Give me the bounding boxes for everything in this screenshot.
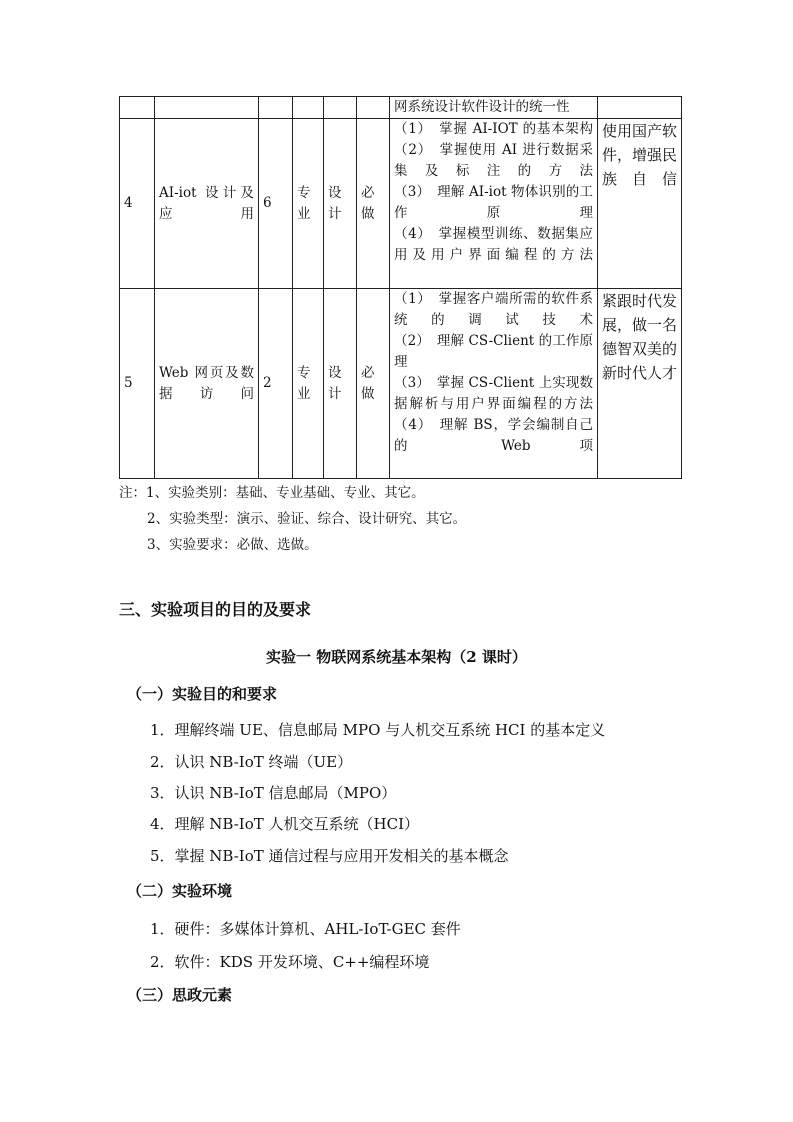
cell-requirement: 必做 (357, 119, 390, 289)
table-row (120, 289, 682, 479)
cell-hours: 2 (259, 289, 293, 479)
cell-empty (598, 97, 682, 119)
table-row (120, 97, 682, 119)
cell-empty (357, 97, 390, 119)
subsection-title: （一）实验目的和要求 (127, 685, 278, 703)
cell-empty (155, 97, 259, 119)
list-item: 1．理解终端 UE、信息邮局 MPO 与人机交互系统 HCI 的基本定义 (150, 721, 606, 739)
table-row (120, 119, 682, 289)
objective-line: （3） 理解 AI-iot 物体识别的工作原理 (394, 184, 593, 221)
objective-line: （1） 掌握客户端所需的软件系统的调试技术 (394, 291, 593, 328)
cell-category: 专业 (293, 289, 324, 479)
cell-empty (324, 97, 357, 119)
section-title: 三、实验项目的目的及要求 (119, 600, 312, 619)
experiment-table (119, 96, 682, 479)
table-note: 注：1、实验类别：基础、专业基础、专业、其它。 (119, 485, 425, 501)
table-note: 2、实验类型：演示、验证、综合、设计研究、其它。 (147, 511, 467, 527)
list-item: 3．认识 NB-IoT 信息邮局（MPO） (150, 784, 397, 802)
list-item: 1．硬件：多媒体计算机、AHL-IoT-GEC 套件 (150, 920, 461, 938)
cell-objectives (390, 289, 598, 479)
cell-empty (120, 97, 155, 119)
cell-empty (293, 97, 324, 119)
objective-line: （2） 理解 CS-Client 的工作原理 (394, 333, 593, 370)
objective-line: （1） 掌握 AI-IOT 的基本架构 (394, 121, 593, 137)
subsection-title: （三）思政元素 (127, 986, 233, 1004)
objective-line: （4） 理解 BS，学会编制自己的 Web 项 (394, 417, 593, 454)
objective-line: （3） 掌握 CS-Client 上实现数据解析与用户界面编程的方法 (394, 375, 593, 412)
cell-no: 4 (120, 119, 155, 289)
list-item: 4．理解 NB-IoT 人机交互系统（HCI） (150, 815, 420, 833)
objective-line: （4） 掌握模型训练、数据集应用及用户界面编程的方法 (394, 226, 593, 263)
cell-requirement: 必做 (357, 289, 390, 479)
cell-objectives (390, 119, 598, 289)
list-item: 2．软件：KDS 开发环境、C++编程环境 (150, 953, 430, 971)
cell-hours: 6 (259, 119, 293, 289)
cell-empty (259, 97, 293, 119)
cell-category: 专业 (293, 119, 324, 289)
subsection-title: （二）实验环境 (127, 882, 233, 900)
cell-name: Web 网页及数据访问 (155, 289, 259, 479)
objective-line: （2） 掌握使用 AI 进行数据采集及标注的方法 (394, 142, 593, 179)
list-item: 2．认识 NB-IoT 终端（UE） (150, 753, 353, 771)
experiment-title: 实验一 物联网系统基本架构（2 课时） (266, 648, 527, 666)
cell-ideology: 使用国产软件，增强民族自信 (598, 119, 682, 289)
table-note: 3、实验要求：必做、选做。 (147, 537, 318, 553)
cell-type: 设计 (324, 119, 357, 289)
cell-type: 设计 (324, 289, 357, 479)
cell-no: 5 (120, 289, 155, 479)
cell-name: AI-iot 设计及应用 (155, 119, 259, 289)
cell-ideology: 紧跟时代发展，做一名德智双美的新时代人才 (598, 289, 682, 479)
cell-objective: 网系统设计软件设计的统一性 (390, 97, 598, 119)
list-item: 5．掌握 NB-IoT 通信过程与应用开发相关的基本概念 (150, 847, 509, 865)
